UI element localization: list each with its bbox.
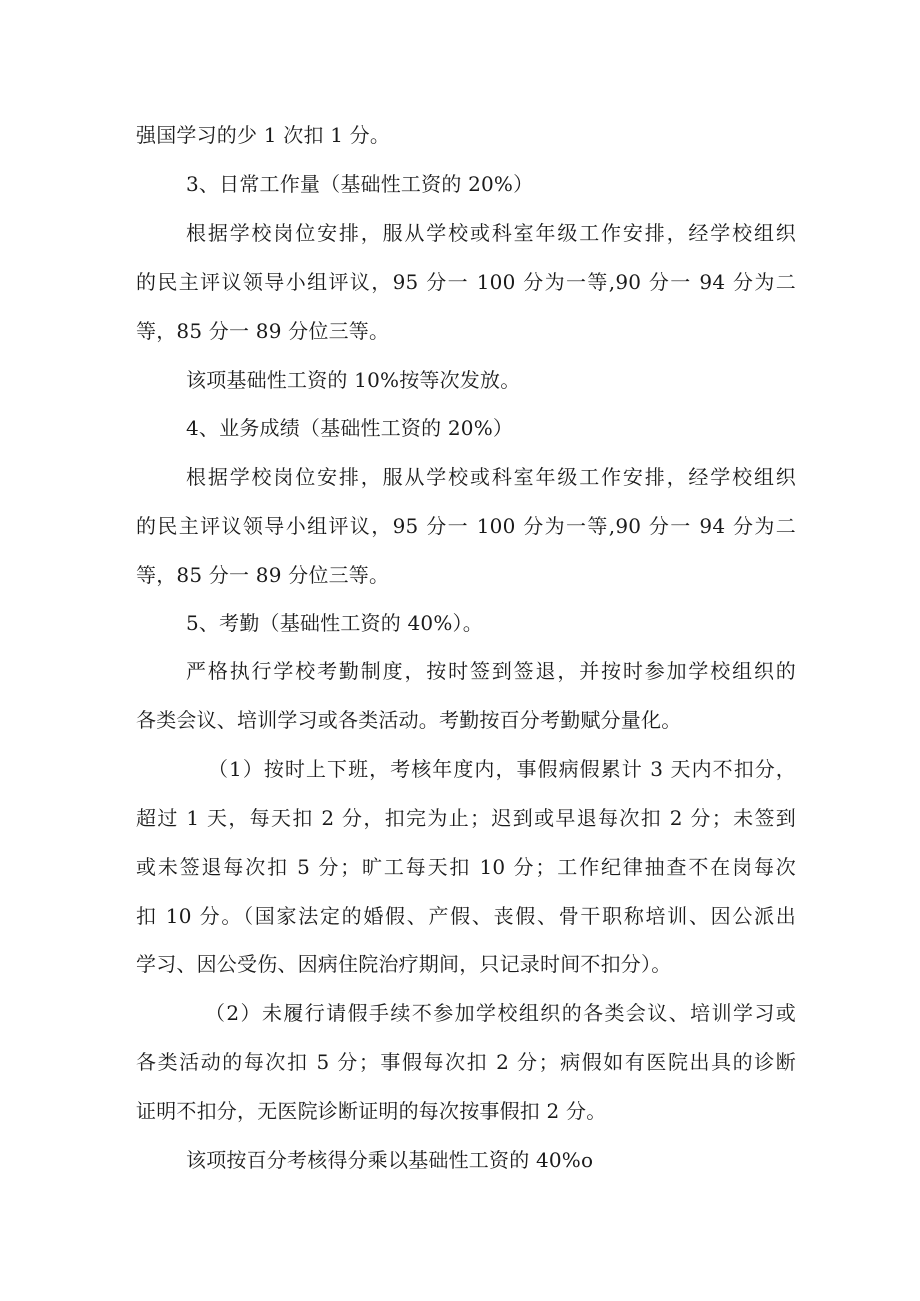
section-heading-5: 5、考勤（基础性工资的 40%）。 (186, 611, 483, 635)
list-item-line: （2）未履行请假手续不参加学校组织的各类会议、培训学习或 (205, 1001, 796, 1025)
paragraph-line: 等，85 分一 89 分位三等。 (136, 563, 390, 587)
paragraph-line: 的民主评议领导小组评议，95 分一 100 分为一等,90 分一 94 分为二 (136, 514, 796, 538)
section-heading-4: 4、业务成绩（基础性工资的 20%） (186, 416, 514, 440)
paragraph-line: 的民主评议领导小组评议，95 分一 100 分为一等,90 分一 94 分为二 (136, 270, 796, 294)
paragraph-line: 根据学校岗位安排，服从学校或科室年级工作安排，经学校组织 (186, 465, 796, 489)
section-heading-3: 3、日常工作量（基础性工资的 20%） (186, 172, 534, 196)
paragraph-line: 该项按百分考核得分乘以基础性工资的 40%o (186, 1148, 594, 1172)
paragraph-line: 或未签退每次扣 5 分；旷工每天扣 10 分；工作纪律抽查不在岗每次 (136, 855, 796, 879)
list-item-line: （1）按时上下班，考核年度内，事假病假累计 3 天内不扣分， (208, 757, 796, 781)
paragraph-line: 学习、因公受伤、因病住院治疗期间，只记录时间不扣分）。 (136, 952, 672, 976)
paragraph-line: 各类会议、培训学习或各类活动。考勤按百分考勤赋分量化。 (136, 708, 682, 732)
paragraph-line: 强国学习的少 1 次扣 1 分。 (136, 123, 391, 147)
paragraph-line: 证明不扣分，无医院诊断证明的每次按事假扣 2 分。 (136, 1099, 607, 1123)
paragraph-line: 各类活动的每次扣 5 分；事假每次扣 2 分；病假如有医院出具的诊断 (136, 1050, 796, 1074)
paragraph-line: 该项基础性工资的 10%按等次发放。 (186, 368, 521, 392)
paragraph-line: 超过 1 天，每天扣 2 分，扣完为止；迟到或早退每次扣 2 分；未签到 (136, 806, 796, 830)
paragraph-line: 等，85 分一 89 分位三等。 (136, 319, 390, 343)
paragraph-line: 扣 10 分。（国家法定的婚假、产假、丧假、骨干职称培训、因公派出 (136, 904, 796, 928)
paragraph-line: 严格执行学校考勤制度，按时签到签退，并按时参加学校组织的 (186, 659, 796, 683)
paragraph-line: 根据学校岗位安排，服从学校或科室年级工作安排，经学校组织 (186, 221, 796, 245)
